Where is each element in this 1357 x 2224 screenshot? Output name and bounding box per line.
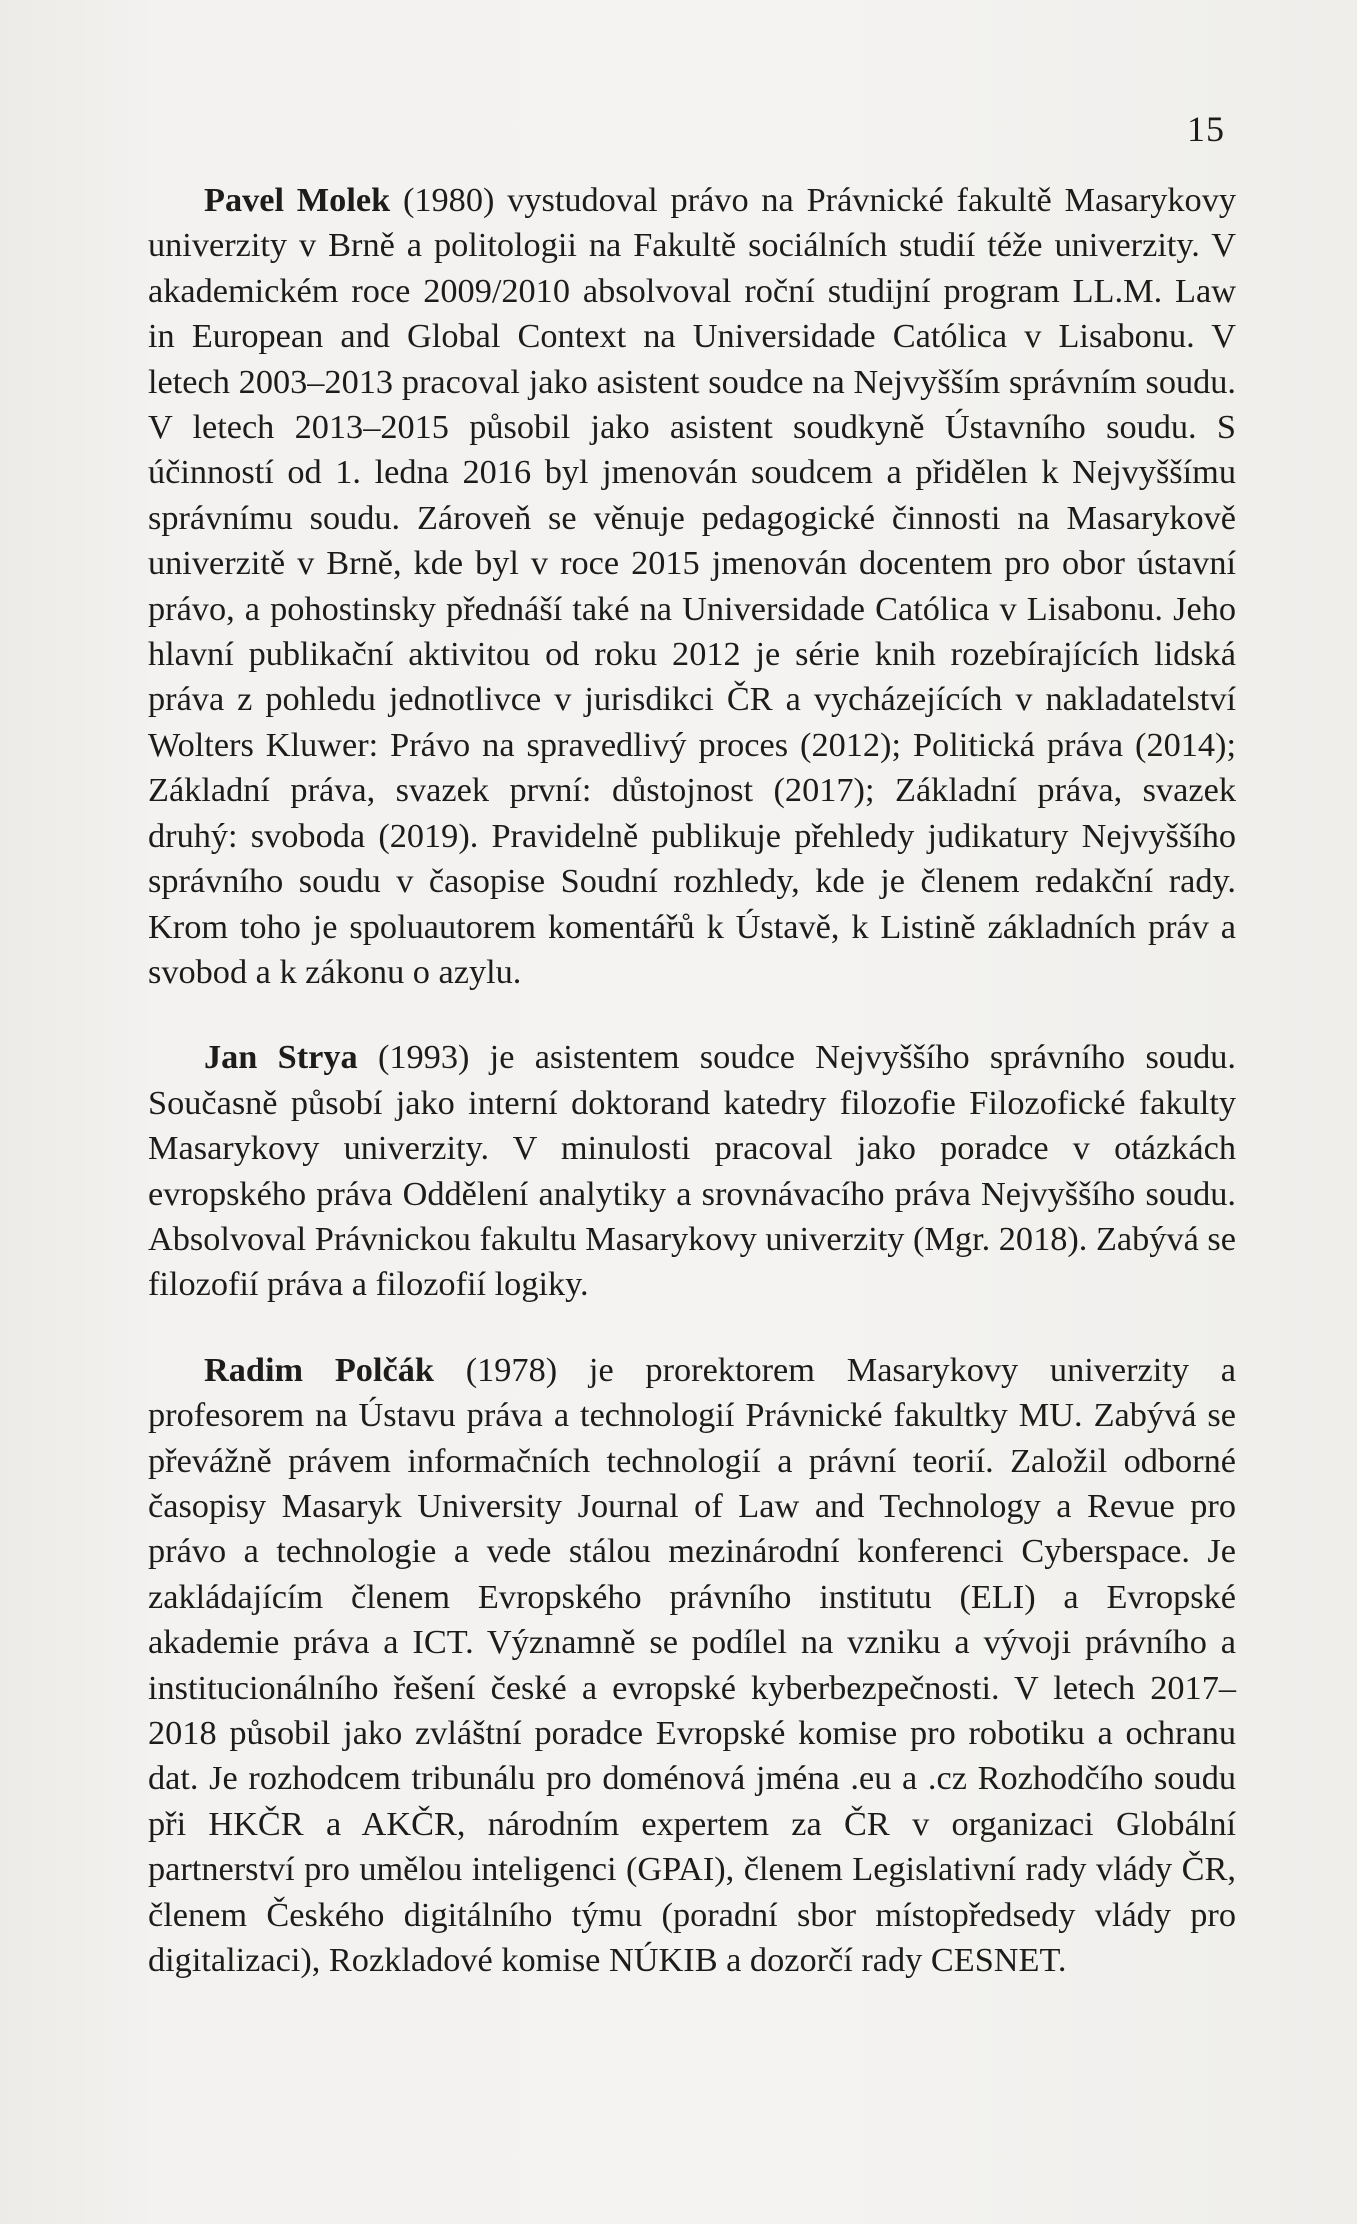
bio-text: (1993) je asistentem soudce Nejvyššího správního soudu. Současně působí jako interní doktorand katedry filozofie Filozofické fakulty Masarykovy univerzity. V minulosti pracoval jako poradce v otázkách evropského práva Oddělení analytiky a srovnávacího práva Nejvyššího soudu. Absolvoval Právnickou fakultu Masarykovy univerzity (Mgr. 2018). Zabývá se filozofií práva a filozofií logiky. (148, 1038, 1236, 1304)
bio-text: (1978) je prorektorem Masarykovy univerzity a profesorem na Ústavu práva a technologií Právnické fakultky MU. Zabývá se převážně právem informačních technologií a právní teorií. Založil odborné časopisy Masaryk University Journal of Law and Technology a Revue pro právo a technologie a vede stálou mezinárodní konferenci Cyberspace. Je zakládajícím členem Evropského právního institutu (ELI) a Evropské akademie práva a ICT. Významně se podílel na vzniku a vývoji právního a institucionálního řešení české a evropské kyberbezpečnosti. V letech 2017–2018 působil jako zvláštní poradce Evropské komise pro robotiku a ochranu dat. Je rozhodcem tribunálu pro doménová jména .eu a .cz Rozhodčího soudu při HKČR a AKČR, národním expertem za ČR v organizaci Globální partnerství pro umělou inteligenci (GPAI), členem Legislativní rady vlády ČR, členem Českého digitálního týmu (poradní sbor místopředsedy vlády pro digitalizaci), Rozkladové komise NÚKIB a dozorčí rady CESNET. (148, 1350, 1236, 1980)
author-name: Radim Polčák (204, 1350, 434, 1389)
author-name: Jan Strya (204, 1038, 358, 1077)
bio-paragraph (148, 1035, 1236, 1307)
bio-paragraph (148, 178, 1236, 995)
author-name: Pavel Molek (204, 181, 391, 219)
bio-paragraph (148, 1348, 1236, 1984)
page-number: 15 (1187, 109, 1225, 149)
author-bios (148, 178, 1236, 2023)
bio-text: (1980) vystudoval právo na Právnické fakultě Masarykovy univerzity v Brně a politologii na Fakultě sociálních studií téže univerzity. V akademickém roce 2009/2010 absolvoval roční studijní program LL.M. Law in European and Global Context na Universidade Católica v Lisabonu. V letech 2003–2013 pracoval jako asistent soudce na Nejvyšším správním soudu. V letech 2013–2015 působil jako asistent soudkyně Ústavního soudu. S účinností od 1. ledna 2016 byl jmenován soudcem a přidělen k Nejvyššímu správnímu soudu. Zároveň se věnuje pedagogické činnosti na Masarykově univerzitě v Brně, kde byl v roce 2015 jmenován docentem pro obor ústavní právo, a pohostinsky přednáší také na Universidade Católica v Lisabonu. Jeho hlavní publikační aktivitou od roku 2012 je série knih rozebírajících lidská práva z pohledu jednotlivce v jurisdikci ČR a vycházejících v nakladatelství Wolters Kluwer: Právo na spravedlivý proces (2012); Politická práva (2014); Základní práva, svazek první: důstojnost (2017); Základní práva, svazek druhý: svoboda (2019). Pravidelně publikuje přehledy judikatury Nejvyššího správního soudu v časopise Soudní rozhledy, kde je členem redakční rady. Krom toho je spoluautorem komentářů k Ústavě, k Listině základních práv a svobod a k zákonu o azylu. (148, 181, 1236, 991)
